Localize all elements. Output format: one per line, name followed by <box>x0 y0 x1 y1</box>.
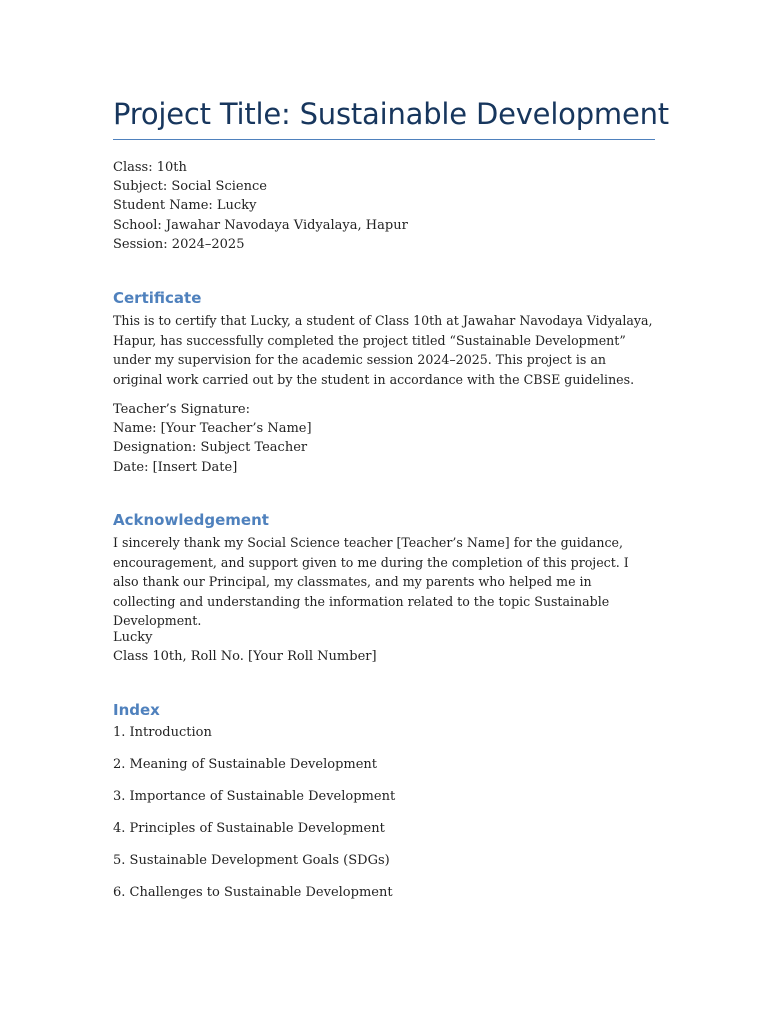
signoff-name: Lucky <box>113 630 153 645</box>
title-underline <box>113 139 655 140</box>
certificate-body: This is to certify that Lucky, a student of Class 10th at Jawahar Navodaya Vidyalaya, Hapur, has successfully completed the project titled “Sustainable Development” under my supervision for the academic session 2024–2025. This project is an original work carried out by the student in accordance with the CBSE guidelines. <box>113 313 653 387</box>
detail-student-name: Student Name: Lucky <box>113 198 257 214</box>
certificate-signature <box>113 400 655 477</box>
index-item: 2. Meaning of Sustainable Development <box>113 757 378 772</box>
detail-session: Session: 2024–2025 <box>113 236 245 252</box>
acknowledgement-signoff <box>113 628 655 666</box>
index-heading: Index <box>113 701 160 719</box>
page-title: Project Title: Sustainable Development <box>113 97 669 131</box>
signature-date: Date: [Insert Date] <box>113 459 238 475</box>
detail-class: Class: 10th <box>113 160 187 175</box>
teacher-name: Name: [Your Teacher’s Name] <box>113 421 312 437</box>
certificate-heading: Certificate <box>113 289 202 307</box>
acknowledgement-heading: Acknowledgement <box>113 511 269 529</box>
signoff-class-roll: Class 10th, Roll No. [Your Roll Number] <box>113 649 377 665</box>
index-item: 6. Challenges to Sustainable Development <box>113 885 393 900</box>
index-item: 3. Importance of Sustainable Development <box>113 789 396 804</box>
index-item: 5. Sustainable Development Goals (SDGs) <box>113 853 390 868</box>
index-item: 1. Introduction <box>113 725 212 740</box>
detail-school: School: Jawahar Navodaya Vidyalaya, Hapur <box>113 217 408 233</box>
signature-label: Teacher’s Signature: <box>113 402 250 417</box>
index-item: 4. Principles of Sustainable Development <box>113 821 385 836</box>
teacher-designation: Designation: Subject Teacher <box>113 440 308 456</box>
detail-subject: Subject: Social Science <box>113 179 267 195</box>
acknowledgement-body: I sincerely thank my Social Science teacher [Teacher’s Name] for the guidance, encouragement, and support given to me during the completion of this project. I also thank our Principal, my classmates, and my parents who helped me in collecting and understanding the information related to the topic Sustainable Development. <box>113 535 629 629</box>
project-details <box>113 158 655 254</box>
